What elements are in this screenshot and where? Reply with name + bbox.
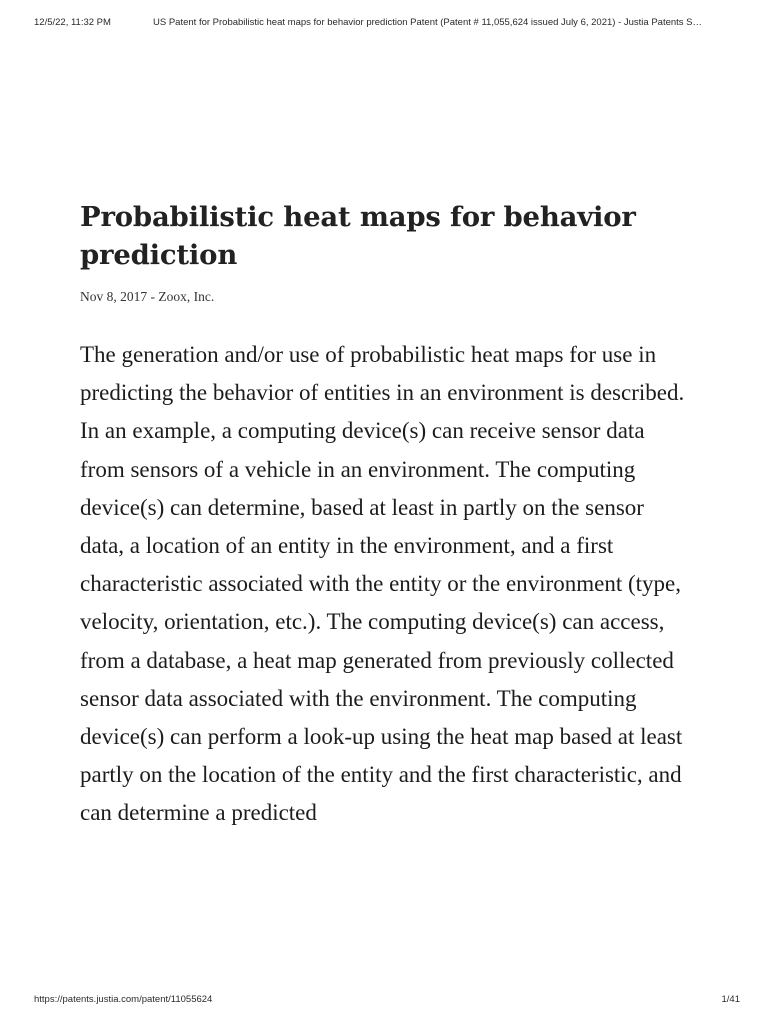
page-number: 1/41 [721, 994, 740, 1005]
print-url[interactable]: https://patents.justia.com/patent/11055624 [34, 994, 213, 1005]
print-document-title: US Patent for Probabilistic heat maps for behavior prediction Patent (Patent # 11,055,624 issued July 6, 2021) - Justia Patents S… [153, 17, 703, 28]
patent-abstract: The generation and/or use of probabilistic heat maps for use in predicting the behavior of entities in an environment is described. In an example, a computing device(s) can receive sensor data from sensors of a vehicle in an environment. The computing device(s) can determine, based at least in partly on the sensor data, a location of an entity in the environment, and a first characteristic associated with the entity or the environment (type, velocity, orientation, etc.). The computing device(s) can access, from a database, a heat map generated from previously collected sensor data associated with the environment. The computing device(s) can perform a look-up using the heat map based at least partly on the location of the entity and the first characteristic, and can determine a predicted [80, 342, 685, 826]
patent-meta: Nov 8, 2017 - Zoox, Inc. [80, 289, 215, 304]
print-datetime: 12/5/22, 11:32 PM [34, 17, 111, 28]
patent-article [80, 198, 700, 833]
page-title: Probabilistic heat maps for behavior prediction [80, 201, 636, 271]
print-footer [34, 994, 740, 1008]
print-header [34, 17, 740, 31]
